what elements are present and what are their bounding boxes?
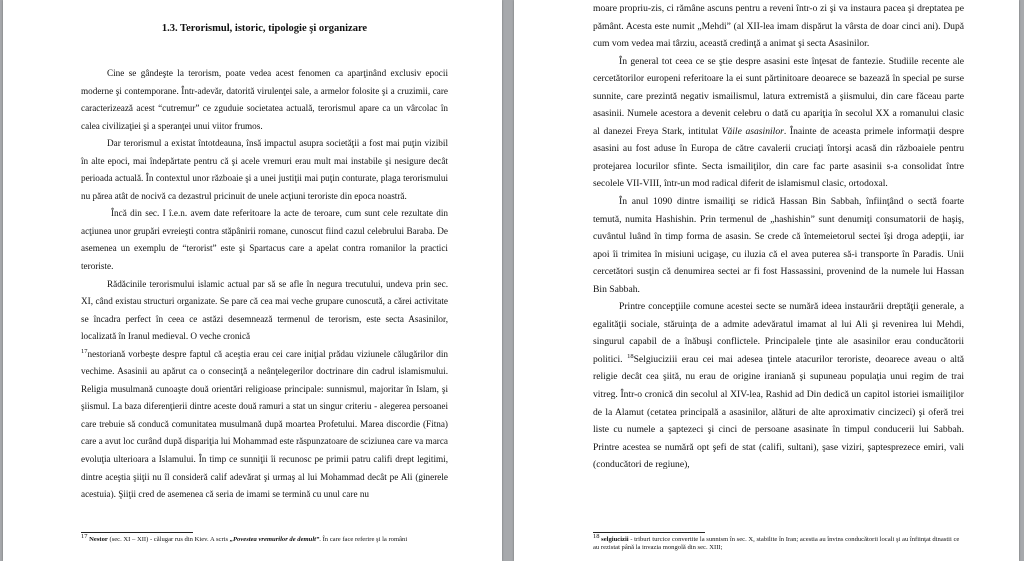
footnote-separator [81, 532, 193, 533]
book-title: Văile asasinilor [721, 125, 784, 137]
paragraph: Cine se gândeşte la terorism, poate vedea acest fenomen ca aparţinând exclusiv epocii moderne şi contemporane. Într-adevăr, datorită virulenţei sale, a armelor folosite şi a cruzimii, care caracterizează acest “cutremur” ce zguduie societatea actuală, terorismul apare ca un vârcolac în calea civilizaţiei şi a speranţei unui viitor frumos. [81, 68, 448, 131]
page-body [593, 0, 964, 474]
footnote-reference[interactable]: 18 [627, 352, 634, 360]
footnote-number: 18 [593, 532, 600, 540]
paragraph-text: . Înainte de aceasta primele informaţii despre asasini au fost aduse în Europa de către cavalerii cruciaţi întorşi acasă din războaiele pentru protejarea locurilor sfinte. Secta ismailiţilor, din care fac parte asasinii s-a consolidat între secolele VII-VIII, într-un mod radical diferit de islamismul clasic, ortodoxal. [593, 125, 965, 190]
footnote-separator [593, 532, 705, 533]
footnote-number: 17 [81, 532, 88, 540]
paragraph: Rădăcinile terorismului islamic actual par să se afle în negura trecutului, undeva prin sec. XI, când existau structuri organizate. Se pare că cea mai veche grupare cunoscută, a cărei activitate se încadra perfect în ceea ce astăzi desemnează termenul de terorism, este secta Asasinilor, localizată în Iranul medieval. O veche cronică [81, 278, 448, 342]
page-body [81, 23, 448, 504]
paragraph: Dar terorismul a existat întotdeauna, însă impactul asupra societăţii a fost mai puţin vizibil în alte epoci, mai îndepărtate pentru că şi acele vremuri erau mult mai instabile şi nesigure decât perioada actuală. În contextul unor războaie şi a unei justiţii mai puţin conturate, plaga terorismului nu părea atât de nocivă ca dezastrul pricinuit de unele acţiuni teroriste din epoca noastră. [81, 138, 448, 201]
paragraph [593, 53, 964, 193]
paragraph: moare propriu-zis, ci rămâne ascuns pentru a reveni într-o zi şi va instaura pacea şi dreptatea pe pământ. Acesta este numit „Mehdi” (al XII-lea imam dispărut la vârsta de doar cinci ani). După cum vom vedea mai târziu, această credinţă a animat şi secta Asasinilor. [593, 3, 964, 50]
footnote-text: - triburi turcice convertite la sunnism în sec. X, stabilite în Iran; acestia au învins conducătorii locali şi au înfiinţat dinastii ce au rezistat până la invazia mongolă din sec. XIII; [593, 536, 960, 551]
paragraph: În anul 1090 dintre ismailiţi se ridică Hassan Bin Sabbah, înfiinţând o sectă foarte temută, numita Hashishin. Prin termenul de „hashishin” sunt denumiţi consumatorii de haşiş, cuvântul luând în timp forma de asasin. Se crede că întemeietorul sectei îşi droga adepţii, iar apoi îi trimitea în misiuni ucigaşe, cu iluzia că el avea puterea să-i transporte în Paradis. Unii cercetători susţin că denumirea sectei ar fi fost Hassassini, provenind de la numele lui Hassan Bin Sabbah. [593, 196, 964, 295]
footnote-name: selgiucizii [601, 536, 629, 543]
paragraph [593, 298, 964, 473]
paragraph-text: În general tot ceea ce se ştie despre asasini este înţesat de fantezie. Studiile recente ale cercetătorilor europeni referitoare la ei sunt părtinitoare deoarece se bazează în special pe surse sunnite, care prezintă negativ ismailismul, latura extremistă a şiismului, din care făceau parte asasinii. Numele acestora a devenit celebru o dată cu apariţia în secolul XX a romanului clasic al danezei Freya Stark, intitulat [593, 55, 964, 137]
paragraph-text: nestoriană vorbeşte despre faptul că aceştia erau cei care iniţial prădau viziunele călugărilor din vechime. Asasinii au apărut ca o consecinţă a neânţelegerilor doctrinare din cadrul islamismului. Religia musulmană cunoaşte două orientări religioase principale: sunnismul, majoritar în Islam, şi şiismul. La baza diferenţierii dintre aceste două ramuri a stat un singur criteriu - alegerea persoanei care trebuie să conducă comunitatea musulmană după moartea Profetului. Marea discordie (Fitna) care a avut loc curând după dispariţia lui Mohammad este răspunzatoare de sciziunea care va marca evoluţia ulterioara a Islamului. În timp ce sunniţii îi recunosc pe primii patru califi drept legitimi, dintre aceştia şiiţii nu îl consideră calif adevărat şi urmaş al lui Mohammad decât pe Ali (ginerele acestuia). Şiiţii cred de asemenea că seria de imami se termină cu unul care nu [81, 348, 448, 500]
paragraph-text: Selgiuciziii erau cei mai adesea ţintele atacurilor teroriste, deoarece aveau o altă religie decât cea şiită, nu erau de origine iraniană şi supuneau populaţia unui regim de trai vitreg. Într-o cronică din secolul al XIV-lea, Rashid ad Din dedică un capitol istoriei ismailiţilor de la Alamut (cetatea principală a asasinilor, alături de alte aproximativ cincizeci) şi oferă trei liste cu numele a şaptezeci şi cinci de persoane asasinate în timpul conducerii lui Sabbah. Printre acestea se numără opt şefi de stat (califi, sultani), şase viziri, şaptesprezece emiri, vali (conducători de regiune), [593, 353, 964, 471]
document-page-right [514, 0, 1019, 561]
footnote-text: (sec. XI – XII) - călugar rus din Kiev. A scris [107, 536, 230, 543]
paragraph-text: Printre concepţiile comune acestei secte se numără ideea instaurării dreptăţii generale, a egalităţii sociale, stăruinţa de a admite adevăratul imamat al lui Ali şi revenirea lui Mehdi, singurul capabil de a înăbuşi conflictele. Principalele ţinte ale asasinilor erau conducătorii politici. [593, 301, 964, 365]
document-page-left [3, 0, 502, 561]
footnote [593, 532, 965, 552]
footnote-work-title: „Povestea vremurilor de demult” [229, 536, 320, 543]
footnote-name: Nestor [89, 536, 108, 543]
footnote-text: . În care face referire şi la români [319, 536, 408, 543]
paragraph: Încă din sec. I î.e.n. avem date referitoare la acte de teroare, cum sunt cele rezultate din acţiunea unor grupări evreieşti contra stăpânirii romane, cunoscut fiind cazul celebrului Baraba. De asemenea un exemplu de “terorist” este şi Spartacus care a apelat contra romanilor la practici teroriste. [81, 208, 448, 272]
paragraph [81, 346, 448, 504]
footnote-reference[interactable]: 17 [81, 347, 88, 355]
footnote [81, 532, 449, 544]
section-title: 1.3. Terorismul, istoric, tipologie şi organizare [161, 23, 368, 34]
